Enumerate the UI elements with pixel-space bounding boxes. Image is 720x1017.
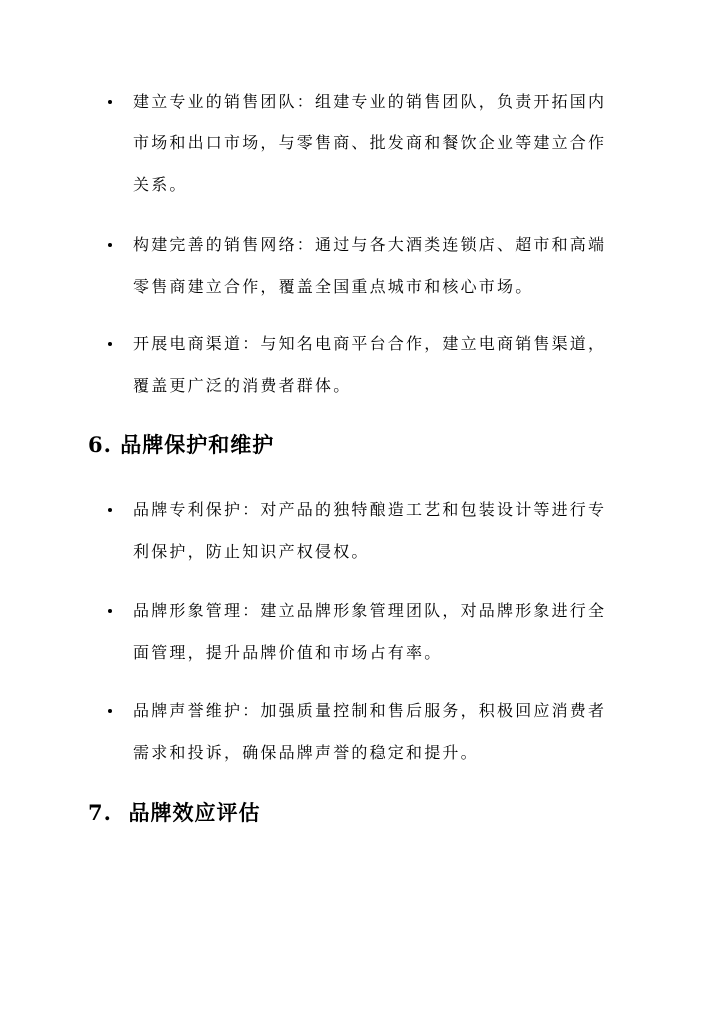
list-item-line: 市场和出口市场，与零售商、批发商和餐饮企业等建立合作 [133, 133, 607, 152]
list-item-line: 覆盖更广泛的消费者群体。 [133, 376, 352, 395]
list-item-line: 品牌声誉维护：加强质量控制和售后服务，积极回应消费者 [133, 701, 607, 720]
list-item-line: 关系。 [133, 175, 188, 194]
list-item-line: 零售商建立合作，覆盖全国重点城市和核心市场。 [133, 277, 534, 296]
list-item-line: 品牌专利保护：对产品的独特酿造工艺和包装设计等进行专 [133, 500, 607, 519]
list-item-line: 开展电商渠道：与知名电商平台合作，建立电商销售渠道， [133, 334, 607, 353]
list-item-line: 构建完善的销售网络：通过与各大酒类连锁店、超市和高端 [133, 235, 607, 254]
list-item-line: 品牌形象管理：建立品牌形象管理团队，对品牌形象进行全 [133, 601, 607, 620]
list-item-line: 面管理，提升品牌价值和市场占有率。 [133, 643, 443, 662]
list-item-line: 利保护，防止知识产权侵权。 [133, 542, 370, 561]
list-item-line: 需求和投诉，确保品牌声誉的稳定和提升。 [133, 743, 479, 762]
section-heading: 6. 品牌保护和维护 [88, 432, 275, 457]
section-heading: 7. 品牌效应评估 [88, 800, 261, 825]
list-item-line: 建立专业的销售团队：组建专业的销售团队，负责开拓国内 [133, 92, 607, 111]
